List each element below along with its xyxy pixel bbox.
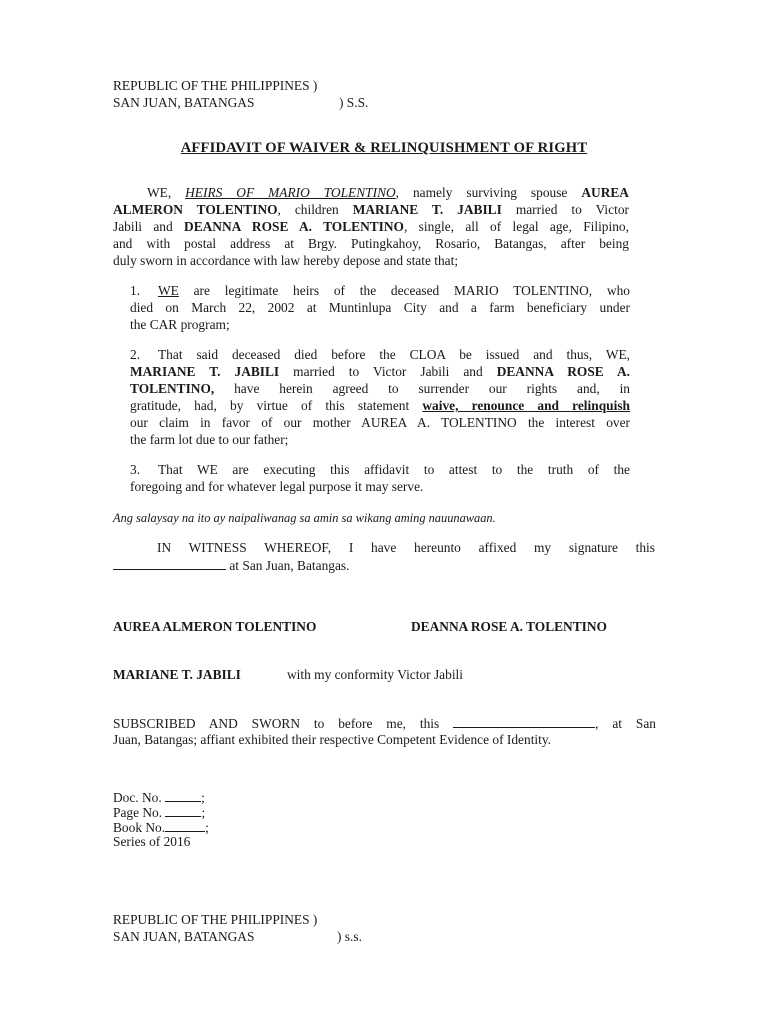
intro-text: , single, all of legal age, Filipino, — [403, 219, 629, 234]
doc-sep: ; — [201, 790, 205, 805]
intro-text: Jabili and — [113, 219, 173, 234]
item2-text: gratitude, had, by virtue of this statement — [130, 398, 410, 413]
item2-text: married to Victor Jabili and — [293, 364, 483, 379]
child-name: DEANNA ROSE A. TOLENTINO — [184, 219, 404, 234]
venue-republic: REPUBLIC OF THE PHILIPPINES ) — [113, 912, 318, 927]
date-blank — [453, 715, 595, 728]
intro-line-2 — [113, 202, 629, 219]
item2-line-4 — [130, 398, 630, 415]
item2-line-1: That said deceased died before the CLOA be issued and thus, WE, — [158, 347, 630, 362]
venue-ss: ) S.S. — [339, 95, 369, 110]
book-label: Book No. — [113, 820, 166, 835]
doc-label: Doc. No. — [113, 790, 162, 805]
item2-line-3 — [130, 381, 630, 398]
intro-text: , children — [277, 202, 339, 217]
item2-line-2 — [130, 364, 630, 381]
item1-line-3: the CAR program; — [130, 317, 230, 332]
item2-text: have herein agreed to surrender our rights and, in — [234, 381, 630, 396]
jurat-line-1 — [113, 715, 656, 732]
venue-place: SAN JUAN, BATANGAS — [113, 95, 255, 110]
spouse-name: ALMERON TOLENTINO — [113, 202, 278, 217]
child-name: DEANNA ROSE A. — [496, 364, 630, 379]
jurat-text: SUBSCRIBED AND SWORN to before me, this — [113, 716, 440, 731]
doc-blank — [165, 789, 201, 802]
witness-line-1: IN WITNESS WHEREOF, I have hereunto affixed my signature this — [157, 540, 655, 555]
waiver-phrase: waive, renounce and relinquish — [422, 398, 630, 413]
item-number: 1. — [130, 283, 141, 298]
intro-text: married to Victor — [515, 202, 629, 217]
witness-text: at San Juan, Batangas. — [229, 558, 350, 573]
page-sep: ; — [201, 805, 206, 820]
item1-line-1 — [158, 283, 630, 300]
item2-line-5: our claim in favor of our mother AUREA A. TOLENTINO the interest over — [130, 415, 630, 430]
intro-line-1 — [113, 185, 629, 202]
item2-line-6: the farm lot due to our father; — [130, 432, 289, 447]
tagalog-statement: Ang salaysay na ito ay naipaliwanag sa amin sa wikang aming nauunawaan. — [113, 511, 496, 525]
item3-line-1: That WE are executing this affidavit to attest to the truth of the — [158, 462, 630, 477]
venue-ss: ) s.s. — [337, 929, 362, 944]
item-number: 3. — [130, 462, 141, 477]
venue-place: SAN JUAN, BATANGAS — [113, 929, 255, 944]
intro-text: , namely surviving spouse — [395, 185, 568, 200]
intro-line-4: and with postal address at Brgy. Putingkahoy, Rosario, Batangas, after being — [113, 236, 629, 251]
document-title: AFFIDAVIT OF WAIVER & RELINQUISHMENT OF RIGHT — [180, 140, 588, 156]
date-blank — [113, 557, 226, 570]
item1-line-2: died on March 22, 2002 at Muntinlupa City and a farm beneficiary under — [130, 300, 630, 315]
page-label: Page No. — [113, 805, 163, 820]
intro-we: WE, — [147, 185, 172, 200]
item1-we: WE — [158, 283, 179, 298]
child-name: TOLENTINO, — [130, 381, 215, 396]
signatory-aurea: AUREA ALMERON TOLENTINO — [113, 619, 317, 634]
child-name: MARIANE T. JABILI — [352, 202, 502, 217]
book-sep: ; — [205, 820, 209, 835]
signatory-mariane: MARIANE T. JABILI — [113, 667, 241, 682]
heirs-name: HEIRS OF MARIO TOLENTINO — [185, 185, 396, 200]
page-blank — [165, 804, 201, 817]
conformity-note: with my conformity Victor Jabili — [287, 667, 463, 682]
witness-line-2 — [113, 557, 349, 575]
child-name: MARIANE T. JABILI — [130, 364, 280, 379]
book-blank — [165, 819, 205, 832]
series-year: Series of 2016 — [113, 834, 191, 849]
jurat-line-2: Juan, Batangas; affiant exhibited their respective Competent Evidence of Identity. — [113, 732, 552, 747]
spouse-name: AUREA — [581, 185, 629, 200]
jurat-text: , at San — [595, 716, 656, 731]
venue-republic: REPUBLIC OF THE PHILIPPINES ) — [113, 78, 318, 93]
item1-text: are legitimate heirs of the deceased MARIO TOLENTINO, who — [193, 283, 630, 298]
signatory-deanna: DEANNA ROSE A. TOLENTINO — [411, 619, 607, 634]
intro-line-5: duly sworn in accordance with law hereby depose and state that; — [113, 253, 459, 268]
item3-line-2: foregoing and for whatever legal purpose it may serve. — [130, 479, 424, 494]
item-number: 2. — [130, 347, 141, 362]
intro-line-3 — [113, 219, 629, 236]
